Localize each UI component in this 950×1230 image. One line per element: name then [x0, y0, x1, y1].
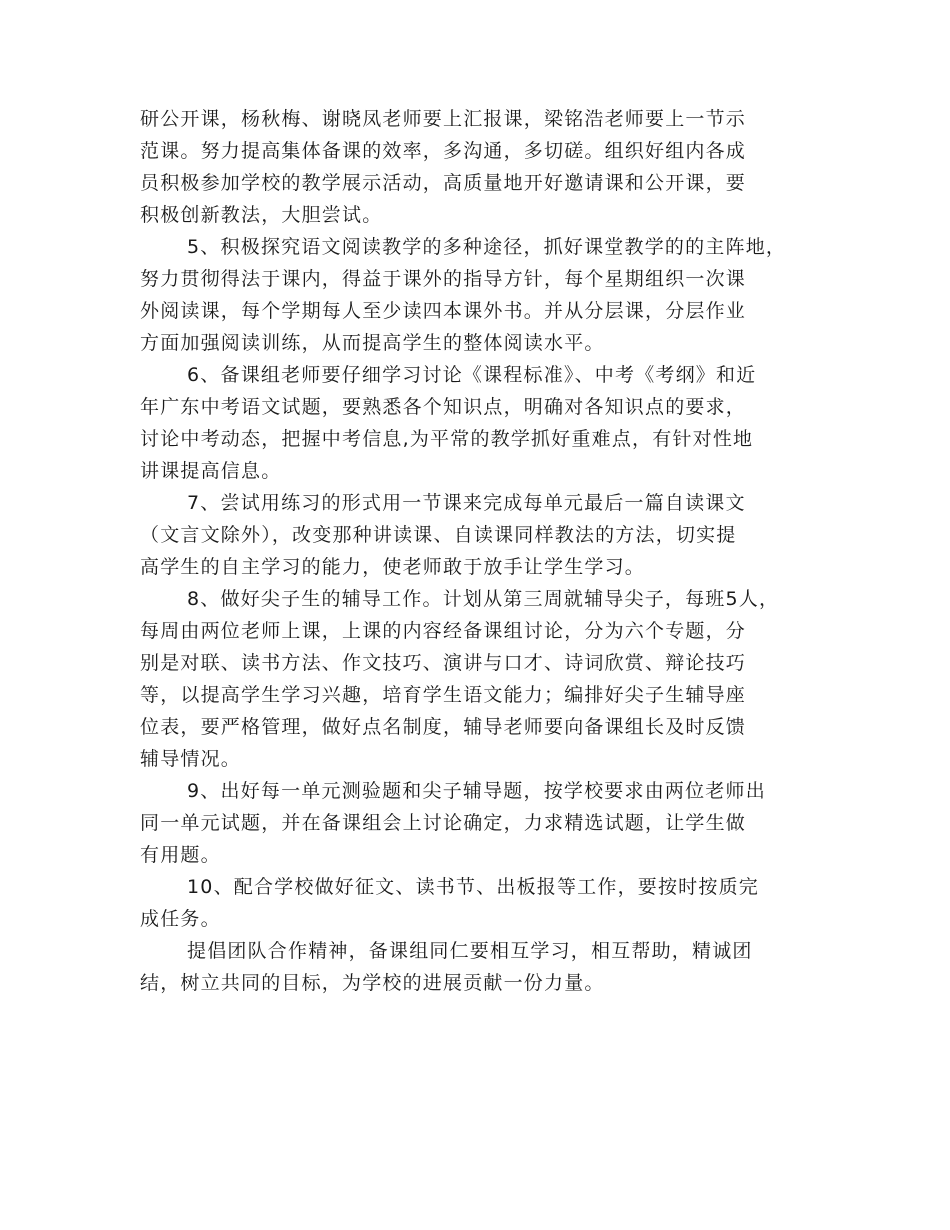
text-line: 研公开课，杨秋梅、谢晓凤老师要上汇报课，梁铭浩老师要上一节示 — [140, 108, 747, 130]
text-line: 提倡团队合作精神，备课组同仁要相互学习，相互帮助，精诚团 — [187, 940, 753, 962]
text-line: 5、积极探究语文阅读教学的多种途径，抓好课堂教学的的主阵地， — [187, 236, 787, 258]
text-line: 8、做好尖子生的辅导工作。计划从第三周就辅导尖子，每班5人， — [187, 588, 780, 610]
text-line: 努力贯彻得法于课内，得益于课外的指导方针，每个星期组织一次课 — [140, 268, 747, 290]
text-line: 6、备课组老师要仔细学习讨论《课程标准》、中考《考纲》和近 — [187, 364, 757, 386]
text-line: 方面加强阅读训练，从而提高学生的整体阅读水平。 — [140, 332, 605, 354]
text-line: 员积极参加学校的教学展示活动，高质量地开好邀请课和公开课，要 — [140, 172, 747, 194]
text-line: 成任务。 — [140, 908, 221, 930]
text-line: 年广东中考语文试题，要熟悉各个知识点，明确对各知识点的要求， — [140, 396, 747, 418]
text-line: 结，树立共同的目标，为学校的进展贡献一份力量。 — [140, 972, 605, 994]
text-line: 每周由两位老师上课，上课的内容经备课组讨论，分为六个专题，分 — [140, 620, 747, 642]
text-line: 7、尝试用练习的形式用一节课来完成每单元最后一篇自读课文 — [187, 492, 746, 514]
text-line: 高学生的自主学习的能力，使老师敢于放手让学生学习。 — [140, 556, 646, 578]
text-line: 别是对联、读书方法、作文技巧、演讲与口才、诗词欣赏、辩论技巧 — [140, 652, 747, 674]
text-line: 位表，要严格管理，做好点名制度，辅导老师要向备课组长及时反馈 — [140, 716, 747, 738]
text-line: （文言文除外），改变那种讲读课、自读课同样教法的方法，切实提 — [140, 524, 737, 546]
text-line: 外阅读课，每个学期每人至少读四本课外书。并从分层课，分层作业 — [140, 300, 747, 322]
text-line: 讲课提高信息。 — [140, 460, 282, 482]
text-line: 10、配合学校做好征文、读书节、出板报等工作，要按时按质完 — [187, 876, 759, 898]
text-line: 范课。努力提高集体备课的效率，多沟通，多切磋。组织好组内各成 — [140, 140, 747, 162]
text-line: 等，以提高学生学习兴趣，培育学生语文能力；编排好尖子生辅导座 — [140, 684, 747, 706]
text-line: 讨论中考动态，把握中考信息,为平常的教学抓好重难点，有针对性地 — [140, 428, 754, 450]
text-line: 辅导情况。 — [140, 748, 242, 770]
text-line: 有用题。 — [140, 844, 221, 866]
text-line: 积极创新教法，大胆尝试。 — [140, 204, 383, 226]
text-line: 9、出好每一单元测验题和尖子辅导题，按学校要求由两位老师出 — [187, 780, 766, 802]
text-line: 同一单元试题，并在备课组会上讨论确定，力求精选试题，让学生做 — [140, 812, 747, 834]
body-text — [140, 103, 820, 999]
